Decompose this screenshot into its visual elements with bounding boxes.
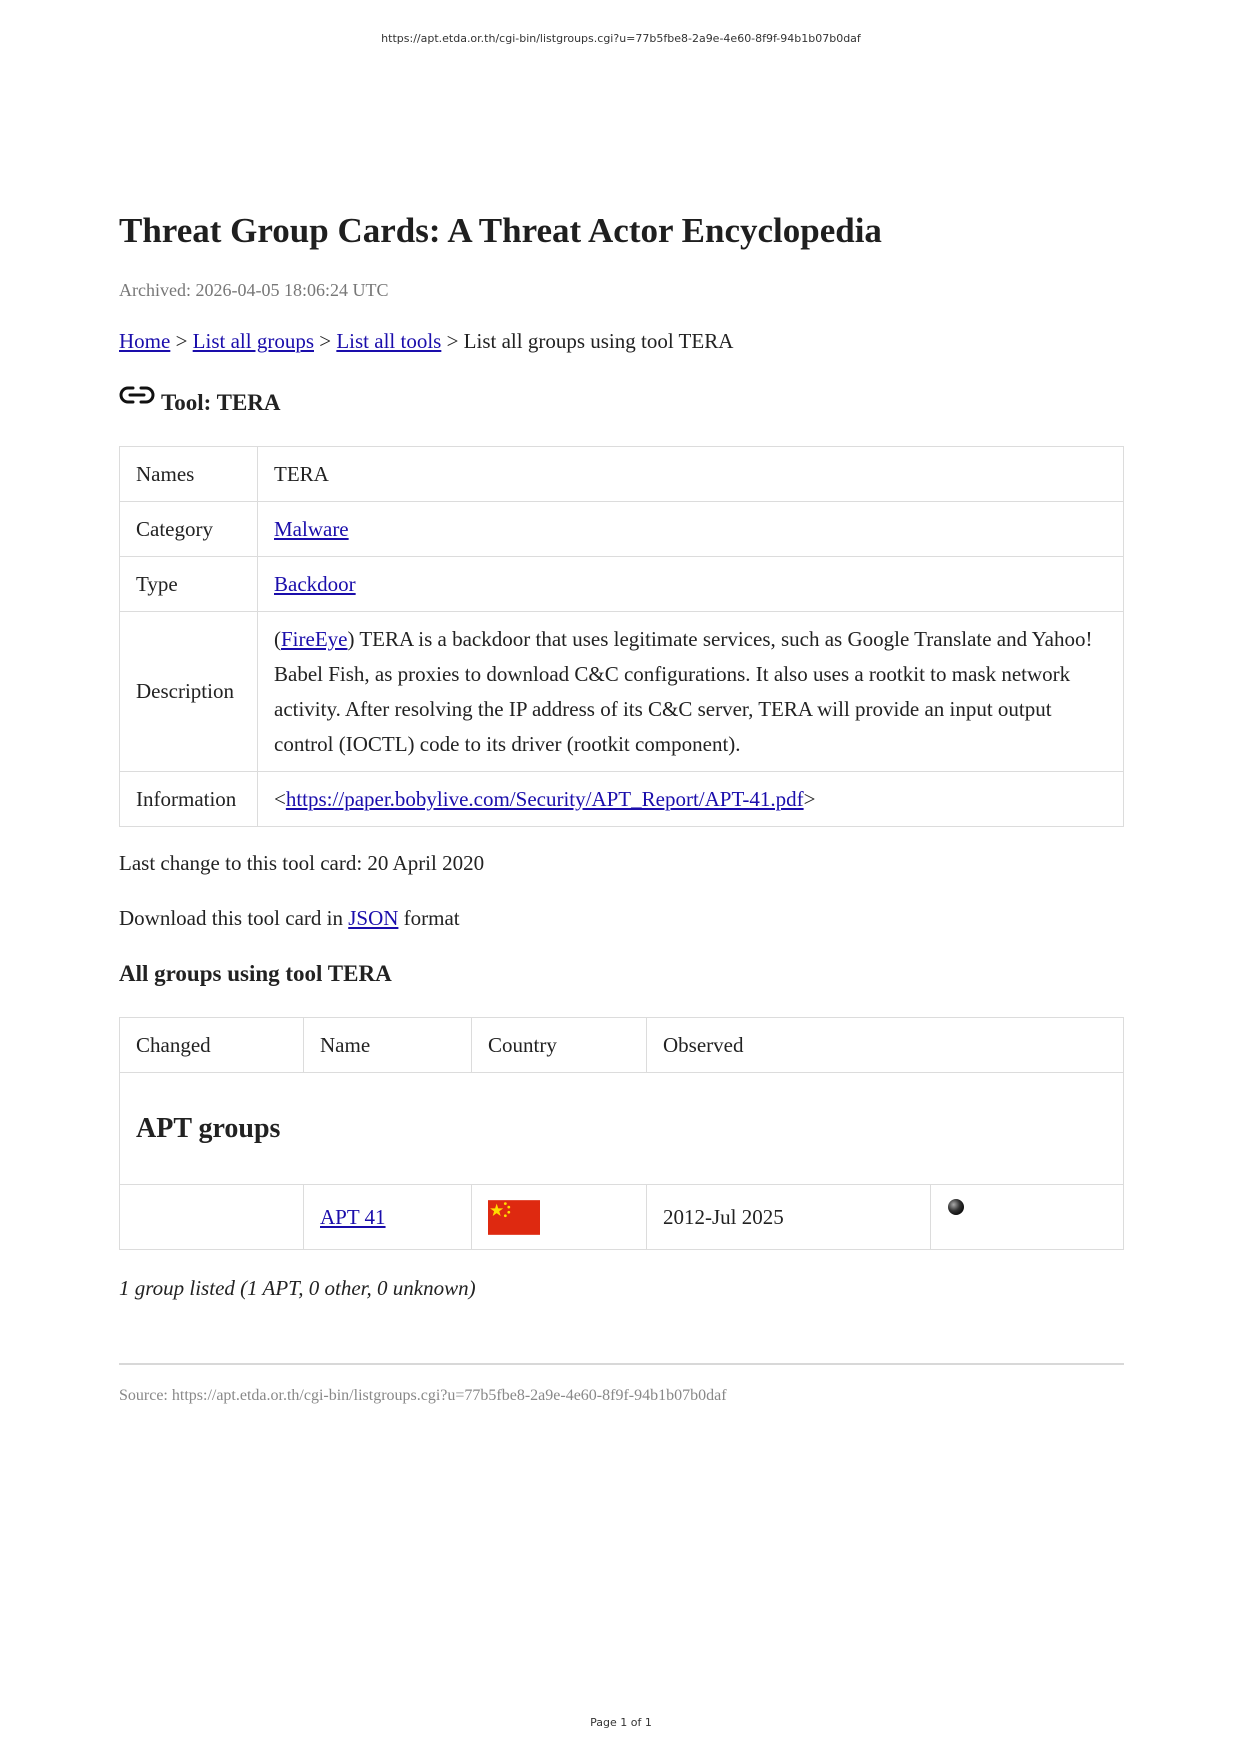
table-row <box>120 447 1124 502</box>
tool-heading-text: Tool: TERA <box>161 390 281 415</box>
breadcrumb-home-link[interactable]: Home <box>119 329 171 353</box>
group-link-apt41[interactable]: APT 41 <box>320 1204 386 1229</box>
summary-text: 1 group listed (1 APT, 0 other, 0 unknown) <box>119 1276 476 1300</box>
table-header-row <box>120 1018 1124 1073</box>
archived-timestamp: Archived: 2026-04-05 18:06:24 UTC <box>119 280 389 300</box>
source-url: Source: https://apt.etda.or.th/cgi-bin/listgroups.cgi?u=77b5fbe8-2a9e-4e60-8f9f-94b1b07b0daf <box>119 1387 727 1404</box>
column-header-observed: Observed <box>647 1018 1124 1073</box>
category-link[interactable]: Malware <box>274 516 349 541</box>
groups-heading: All groups using tool TERA <box>119 961 392 986</box>
link-icon <box>119 382 155 408</box>
status-cell <box>931 1185 1124 1250</box>
breadcrumb-separator: > <box>314 329 337 353</box>
names-label: Names <box>120 447 258 502</box>
china-flag-icon <box>488 1200 540 1235</box>
groups-table <box>119 1017 1124 1250</box>
column-header-name: Name <box>304 1018 472 1073</box>
breadcrumb-separator: > <box>170 329 193 353</box>
information-value <box>258 772 1124 827</box>
breadcrumb-current: > List all groups using tool TERA <box>441 329 734 353</box>
breadcrumb <box>119 329 1124 354</box>
download-suffix: format <box>398 906 460 930</box>
page-content <box>119 210 1124 1405</box>
category-cell <box>258 502 1124 557</box>
divider <box>119 1363 1124 1365</box>
last-change-text: Last change to this tool card: 20 April 2020 <box>119 851 485 875</box>
fireeye-source-link[interactable]: FireEye <box>281 626 348 651</box>
table-row <box>120 612 1124 772</box>
section-title-apt-groups: APT groups <box>120 1073 1124 1185</box>
information-label: Information <box>120 772 258 827</box>
tool-heading <box>119 390 1124 416</box>
observed-cell: 2012-Jul 2025 <box>647 1185 931 1250</box>
page-number: Page 1 of 1 <box>590 1716 652 1729</box>
table-row <box>120 557 1124 612</box>
type-link[interactable]: Backdoor <box>274 571 356 596</box>
table-row <box>120 1185 1124 1250</box>
country-cell <box>472 1185 647 1250</box>
table-row <box>120 502 1124 557</box>
column-header-changed: Changed <box>120 1018 304 1073</box>
print-header-url: https://apt.etda.or.th/cgi-bin/listgroups.cgi?u=77b5fbe8-2a9e-4e60-8f9f-94b1b07b0daf <box>381 32 861 45</box>
download-line <box>119 906 1124 931</box>
type-cell <box>258 557 1124 612</box>
section-row <box>120 1073 1124 1185</box>
tool-info-table <box>119 446 1124 827</box>
table-row <box>120 772 1124 827</box>
name-cell <box>304 1185 472 1250</box>
column-header-country: Country <box>472 1018 647 1073</box>
black-dot-icon <box>947 1198 965 1216</box>
changed-cell <box>120 1185 304 1250</box>
breadcrumb-groups-link[interactable]: List all groups <box>192 329 314 353</box>
json-download-link[interactable]: JSON <box>348 906 399 930</box>
information-gt: > <box>803 786 816 811</box>
download-prefix: Download this tool card in <box>119 906 349 930</box>
category-label: Category <box>120 502 258 557</box>
information-lt: < <box>274 786 286 811</box>
description-open-paren: ( <box>274 626 281 651</box>
type-label: Type <box>120 557 258 612</box>
description-label: Description <box>120 612 258 772</box>
information-link[interactable]: https://paper.bobylive.com/Security/APT_Report/APT-41.pdf <box>285 786 804 811</box>
breadcrumb-tools-link[interactable]: List all tools <box>336 329 442 353</box>
description-text: ) TERA is a backdoor that uses legitimate services, such as Google Translate and Yahoo! Babel Fish, as proxies to download C&C configurations. It also uses a rootkit to mask network activity. After resolving the IP address of its C&C server, TERA will provide an input output control (IOCTL) code to its driver (rootkit component). <box>274 626 1093 756</box>
names-value: TERA <box>258 447 1124 502</box>
description-value <box>258 612 1124 772</box>
page-title: Threat Group Cards: A Threat Actor Encyclopedia <box>119 211 882 250</box>
